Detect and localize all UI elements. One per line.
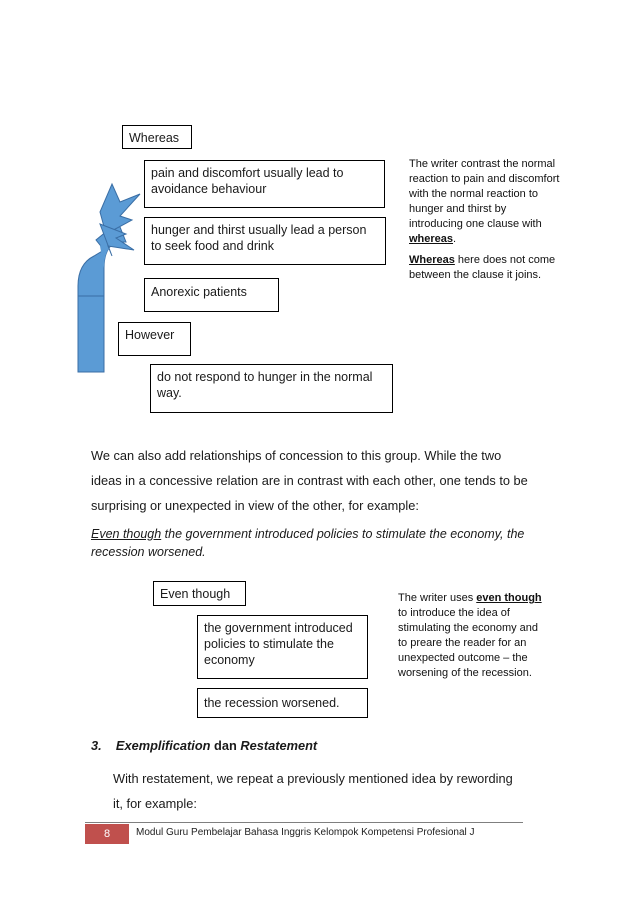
example-lead: Even though [91, 527, 162, 541]
d2-clause1-text: the government introduced policies to stimulate the economy [204, 621, 353, 667]
section3-heading [91, 738, 317, 753]
diagram1-note2 [409, 253, 561, 283]
d2-note-text: The writer uses [398, 592, 477, 604]
note2-keyword: Whereas [409, 254, 455, 266]
clause1-box [144, 160, 385, 208]
clause1-text: pain and discomfort usually lead to avoidance behaviour [151, 166, 344, 196]
even-though-label: Even though [160, 587, 231, 601]
footer-text: Modul Guru Pembelajar Bahasa Inggris Kelompok Kompetensi Profesional J [136, 827, 475, 838]
branch-arrow-icon [74, 176, 144, 376]
diagram1-note [409, 157, 561, 247]
concession-paragraph: We can also add relationships of concession to this group. While the two ideas in a concessive relation are in contrast with each other, one tends to be surprising or unexpected in view of the other, for example: [91, 448, 528, 513]
clause2-box [144, 217, 386, 265]
section3-title-1: Exemplification [115, 738, 211, 753]
example-rest: the government introduced policies to stimulate the economy, the recession worsened. [91, 527, 525, 559]
section3-title-2: Restatement [240, 738, 318, 753]
footer-divider [85, 822, 523, 823]
whereas-label-box [122, 125, 192, 149]
d2-note-keyword: even though [476, 592, 542, 604]
clause3-box [150, 364, 393, 413]
section3-number: 3. [91, 738, 102, 753]
subject-box [144, 278, 279, 312]
even-though-label-box [153, 581, 246, 606]
note1-keyword: whereas [409, 233, 454, 245]
d2-clause1-box [197, 615, 368, 679]
note1-text: The writer contrast the normal reaction to pain and discomfort with the normal reaction to hunger and thirst by introducing one clause with [409, 158, 560, 230]
page-number: 8 [103, 828, 111, 840]
section3-text: With restatement, we repeat a previously mentioned idea by rewording it, for example: [113, 771, 513, 811]
diagram2-note [398, 591, 550, 681]
page-number-badge [85, 824, 131, 844]
note2-text: here does not come between the clause it joins. [409, 254, 556, 281]
note1-end: . [453, 233, 457, 245]
clause3-text: do not respond to hunger in the normal way. [157, 370, 373, 400]
clause2-text: hunger and thirst usually lead a person to seek food and drink [151, 223, 367, 253]
subject-text: Anorexic patients [151, 285, 247, 299]
d2-clause2-text: the recession worsened. [204, 696, 340, 710]
whereas-label: Whereas [129, 131, 180, 145]
however-label: However [125, 328, 175, 342]
example-sentence [91, 525, 531, 561]
d2-note-rest: to introduce the idea of stimulating the economy and to preare the reader for an unexpected outcome – the worsening of the recession. [398, 607, 539, 679]
section3-title-mid: dan [210, 738, 241, 753]
d2-clause2-box [197, 688, 368, 718]
